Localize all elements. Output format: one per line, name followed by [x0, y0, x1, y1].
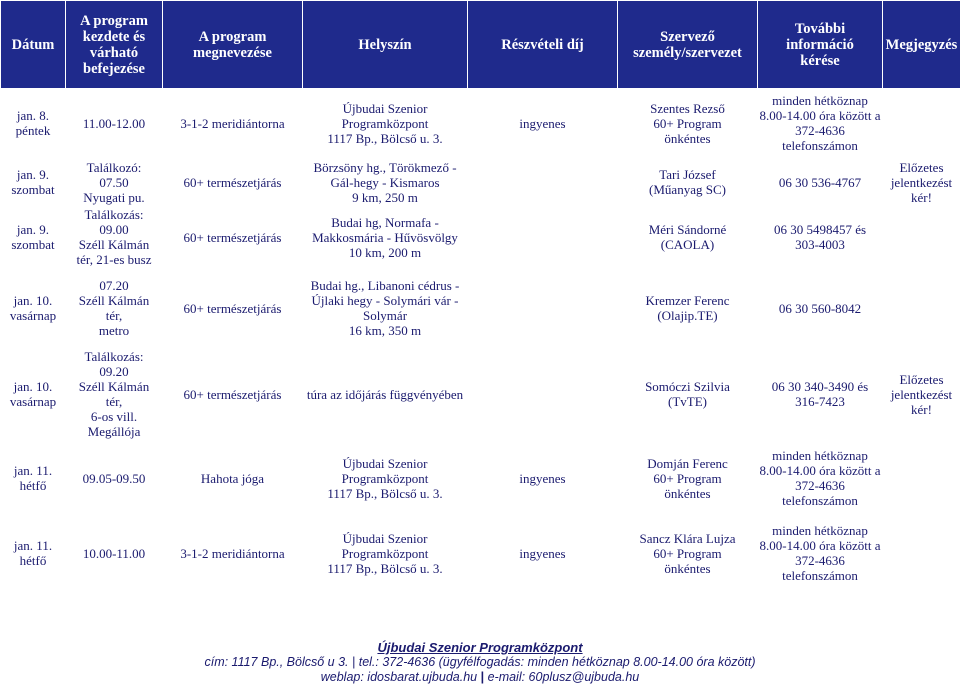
row-note: [883, 207, 960, 267]
footer-email[interactable]: e-mail: 60plusz@ujbuda.hu: [487, 670, 640, 684]
row-fee: ingyenes: [519, 545, 566, 561]
table-row: [1, 349, 960, 439]
row-time: Találkozás: 09.20 Széll Kálmán tér, 6-os vill. Megállója: [78, 349, 150, 439]
row-date: jan. 10. vasárnap: [9, 293, 57, 323]
row-organizer: Domján Ferenc 60+ Program önkéntes: [647, 455, 728, 501]
row-organizer: Kremzer Ferenc (Olajip.TE): [645, 293, 730, 323]
row-name: 60+ természetjárás: [183, 229, 282, 245]
row-fee: [468, 349, 618, 439]
header-name: A program megnevezése: [163, 1, 303, 89]
table-row: [1, 517, 960, 589]
row-date: jan. 11. hétfő: [13, 463, 53, 493]
row-info: 06 30 560-8042: [778, 300, 862, 316]
row-info: minden hétköznap 8.00-14.00 óra között a 372-4636 telefonszámon: [759, 93, 881, 153]
row-organizer: Sancz Klára Lujza 60+ Program önkéntes: [639, 530, 736, 576]
row-place: Újbudai Szenior Programközpont 1117 Bp., Bölcső u. 3.: [327, 100, 443, 146]
header-note: Megjegyzés: [883, 1, 960, 89]
header-place: Helyszín: [303, 1, 468, 89]
row-organizer: Somóczi Szilvia (TvTE): [645, 379, 730, 409]
row-note: [883, 92, 960, 154]
header-time: A program kezdete és várható befejezése: [66, 1, 163, 89]
row-name: Hahota jóga: [200, 470, 265, 486]
row-time: 10.00-11.00: [82, 545, 146, 561]
row-info: 06 30 5498457 és 303-4003: [773, 222, 867, 252]
row-place: Budai hg., Libanoni cédrus - Újlaki hegy - Solymári vár - Solymár 16 km, 350 m: [310, 278, 460, 338]
row-date: jan. 11. hétfő: [13, 538, 53, 568]
row-fee: [468, 157, 618, 207]
row-name: 60+ természetjárás: [183, 174, 282, 190]
row-place: Budai hg, Normafa - Makkosmária - Hűvösvölgy 10 km, 200 m: [312, 214, 458, 260]
row-fee: [468, 207, 618, 267]
row-time: Találkozás: 09.00 Széll Kálmán tér, 21-es busz: [76, 207, 152, 267]
footer-organization: Újbudai Szenior Programközpont: [377, 640, 583, 655]
table-row: [1, 267, 960, 349]
row-place: Börzsöny hg., Törökmező - Gál-hegy - Kismaros 9 km, 250 m: [313, 159, 457, 205]
row-note: [883, 442, 960, 514]
row-date: jan. 10. vasárnap: [9, 379, 57, 409]
row-name: 60+ természetjárás: [183, 300, 282, 316]
footer-web: [0, 670, 960, 684]
header-row: [1, 1, 960, 89]
row-name: 3-1-2 meridiántorna: [180, 545, 285, 561]
row-note: [883, 517, 960, 589]
table-row: [1, 442, 960, 514]
header-fee: Részvételi díj: [468, 1, 618, 89]
row-info: minden hétköznap 8.00-14.00 óra között a 372-4636 telefonszámon: [759, 448, 881, 508]
row-note: [883, 267, 960, 349]
row-info: minden hétköznap 8.00-14.00 óra között a 372-4636 telefonszámon: [759, 523, 881, 583]
row-organizer: Tari József (Műanyag SC): [649, 167, 726, 197]
row-fee: ingyenes: [519, 115, 566, 131]
footer-website[interactable]: weblap: idosbarat.ujbuda.hu: [320, 670, 478, 684]
row-time: 09.05-09.50: [82, 470, 146, 486]
row-time: Találkozó: 07.50 Nyugati pu.: [83, 159, 145, 205]
row-organizer: Szentes Rezső 60+ Program önkéntes: [650, 100, 725, 146]
row-time: 11.00-12.00: [82, 115, 146, 131]
row-date: jan. 8. péntek: [15, 108, 51, 138]
row-fee: [468, 267, 618, 349]
table-row: [1, 157, 960, 207]
row-time: 07.20 Széll Kálmán tér, metro: [78, 278, 150, 338]
row-date: jan. 9. szombat: [11, 222, 55, 252]
row-organizer: Méri Sándorné (CAOLA): [648, 222, 727, 252]
header-organizer: Szervező személy/szervezet: [618, 1, 758, 89]
table-row: [1, 92, 960, 154]
row-note: Előzetes jelentkezést kér!: [890, 371, 953, 417]
row-note: Előzetes jelentkezést kér!: [890, 159, 953, 205]
footer-contact: cím: 1117 Bp., Bölcső u 3. | tel.: 372-4636 (ügyfélfogadás: minden hétköznap 8.00-14.00 óra között): [204, 655, 756, 669]
row-info: 06 30 340-3490 és 316-7423: [771, 379, 869, 409]
header-date: Dátum: [1, 1, 66, 89]
row-date: jan. 9. szombat: [11, 167, 55, 197]
row-place: Újbudai Szenior Programközpont 1117 Bp., Bölcső u. 3.: [327, 530, 443, 576]
footer-separator: |: [480, 670, 485, 684]
row-info: 06 30 536-4767: [778, 174, 862, 190]
row-place: Újbudai Szenior Programközpont 1117 Bp., Bölcső u. 3.: [327, 455, 443, 501]
table-row: [1, 207, 960, 267]
row-place: túra az időjárás függvényében: [306, 386, 464, 402]
header-info: További információ kérése: [758, 1, 883, 89]
row-name: 60+ természetjárás: [183, 386, 282, 402]
row-fee: ingyenes: [519, 470, 566, 486]
row-name: 3-1-2 meridiántorna: [180, 115, 285, 131]
